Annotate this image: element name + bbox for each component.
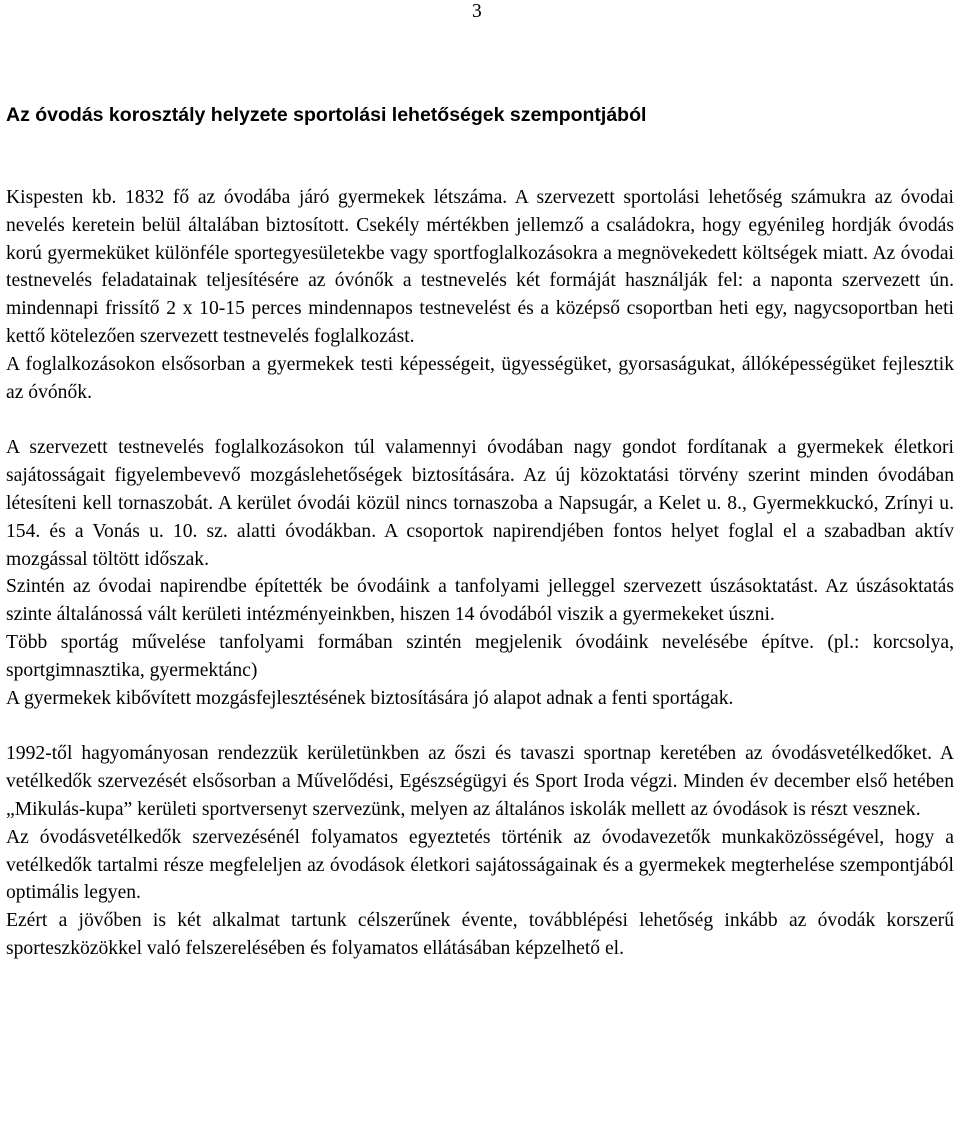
paragraph-gymnasiums: A szervezett testnevelés foglalkozásokon túl valamennyi óvodában nagy gondot fordítanak a gyermekek életkori sajátosságait figyelembevevő mozgáslehetőségek biztosítására. Az új közoktatási törvény szerint minden óvodában létesíteni kell tornaszobát. A kerület óvodái közül nincs tornaszoba a Napsugár, a Kelet u. 8., Gyermekkuckó, Zrínyi u. 154. és a Vonás u. 10. sz. alatti óvodákban. A csoportok napirendjében fontos helyet foglal el a szabadban aktív mozgással töltött időszak. [6, 437, 954, 570]
paragraph-courses: Több sportág művelése tanfolyami formában szintén megjelenik óvodáink nevelésébe építve. (pl.: korcsolya, sportgimnasztika, gyermektánc) [6, 631, 954, 681]
paragraph-swimming: Szintén az óvodai napirendbe építették be óvodáink a tanfolyami jelleggel szervezett úszásoktatást. Az úszásoktatás szinte általánossá vált kerületi intézményeinkben, hiszen 14 óvodából viszik a gyermekeket úszni. [6, 576, 954, 626]
section-heading: Az óvodás korosztály helyzete sportolási lehetőségek szempontjából [6, 104, 647, 126]
document-body [6, 184, 954, 963]
paragraph-abilities: A foglalkozásokon elsősorban a gyermekek testi képességeit, ügyességüket, gyorsaságukat, állóképességüket fejlesztik az óvónők. [6, 353, 954, 403]
paragraph-competitions: 1992-től hagyományosan rendezzük kerületünkben az őszi és tavaszi sportnap keretében az óvodásvetélkedőket. A vetélkedők szervezését elsősorban a Művelődési, Egészségügyi és Sport Iroda végzi. Minden év december első hetében „Mikulás-kupa” kerületi sportversenyt szervezünk, melyen az általános iskolák mellett az óvodások is részt vesznek. [6, 743, 954, 820]
paragraph-future: Ezért a jövőben is két alkalmat tartunk célszerűnek évente, továbblépési lehetőség inkább az óvodák korszerű sporteszközökkel való felszerelésében és folyamatos ellátásában képzelhető el. [6, 910, 954, 959]
paragraph-kindergarten-intro: Kispesten kb. 1832 fő az óvodába járó gyermekek létszáma. A szervezett sportolási lehetőség számukra az óvodai nevelés keretein belül általában biztosított. Csekély mértékben jellemző a családokra, hogy egyénileg hordják óvodás korú gyermeküket különféle sportegyesületekbe vagy sportfoglalkozásokra a megnövekedett költségek miatt. Az óvodai testnevelés feladatainak teljesítésére az óvónők a testnevelés két formáját használják fel: a naponta szervezett ún. mindennapi frissítő 2 x 10-15 perces mindennapos testnevelést és a középső csoportban heti egy, nagycsoportban heti kettő kötelezően szervezett testnevelés foglalkozást. [6, 187, 954, 347]
paragraph-coordination: Az óvodásvetélkedők szervezésénél folyamatos egyeztetés történik az óvodavezetők munkaközösségével, hogy a vetélkedők tartalmi része megfeleljen az óvodások életkori sajátosságainak és a gyermekek megterhelése szempontjából optimális legyen. [6, 826, 954, 904]
page-number: 3 [472, 1, 482, 22]
paragraph-sports-basis: A gyermekek kibővített mozgásfejlesztésének biztosítására jó alapot adnak a fenti sportágak. [6, 687, 734, 709]
